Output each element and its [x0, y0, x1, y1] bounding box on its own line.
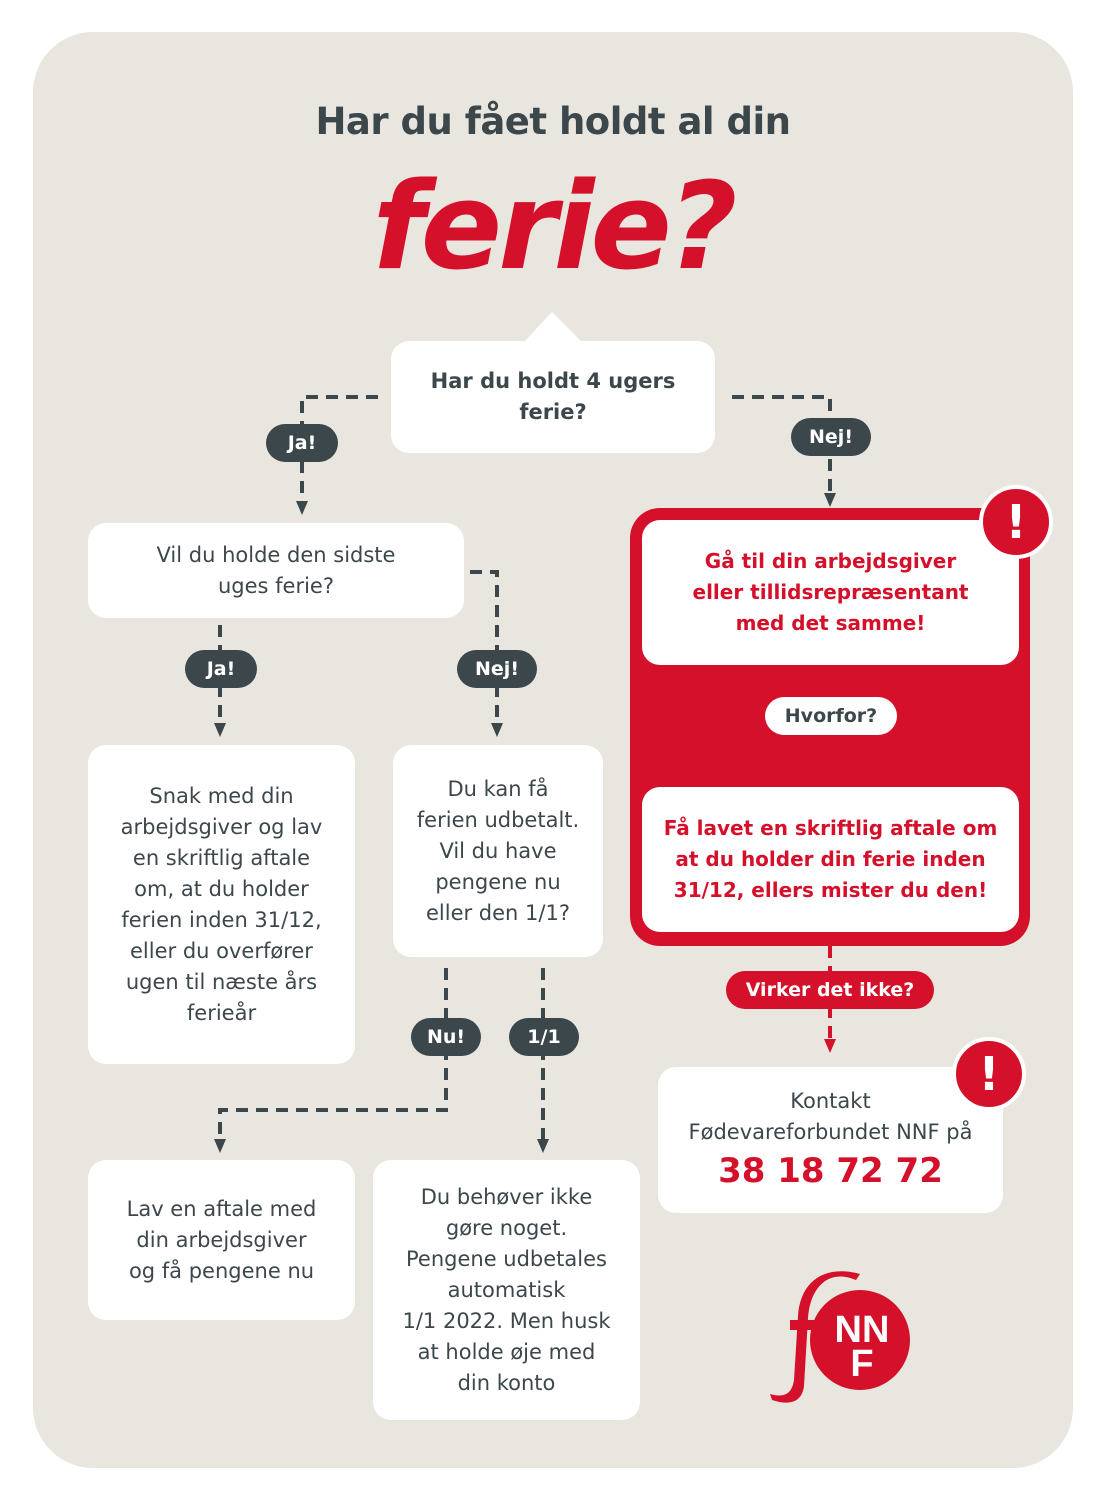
talk-line: ferien inden 31/12,: [121, 907, 322, 932]
logo-letters-2: F: [850, 1343, 874, 1385]
question-four-weeks-line-2: ferie?: [519, 400, 587, 424]
get-money-now-box: [88, 1160, 355, 1320]
nnf-logo: [768, 1268, 918, 1418]
jan-line: automatisk: [447, 1277, 566, 1302]
payout-line: pengene nu: [435, 869, 561, 894]
title-line-2: ferie?: [372, 158, 734, 297]
question-last-week-line-1: Vil du holde den sidste: [156, 542, 396, 567]
why-pill: Hvorfor?: [765, 697, 897, 735]
talk-line: arbejdsgiver og lav: [120, 814, 323, 839]
payout-line: Vil du have: [439, 838, 557, 863]
jan-line: Pengene udbetales: [405, 1246, 607, 1271]
contact-line-2: Fødevareforbundet NNF på: [688, 1120, 973, 1144]
warn2-line: 31/12, ellers mister du den!: [673, 878, 988, 902]
option-now-pill: Nu!: [411, 1018, 481, 1056]
payout-line: eller den 1/1?: [425, 900, 570, 925]
now-line: Lav en aftale med: [126, 1196, 317, 1221]
talk-line: Snak med din: [149, 783, 294, 808]
title-line-1: Har du fået holdt al din: [315, 100, 791, 143]
payout-line: ferien udbetalt.: [416, 807, 580, 832]
q1-bubble-tip: [522, 312, 584, 344]
talk-to-employer-box: [88, 745, 355, 1064]
warning-go-to-employer-box: [642, 520, 1019, 665]
automatic-payout-box: [373, 1160, 640, 1420]
question-last-week: [88, 523, 464, 618]
contact-line-1: Kontakt: [790, 1089, 871, 1113]
talk-line: ugen til næste års: [125, 969, 318, 994]
warn2-line: Få lavet en skriftlig aftale om: [663, 816, 998, 840]
question-four-weeks: [391, 341, 715, 453]
jan-line: at holde øje med: [417, 1339, 596, 1364]
payout-line: Du kan få: [447, 776, 549, 801]
now-line: din arbejdsgiver: [136, 1227, 307, 1252]
warn1-line: Gå til din arbejdsgiver: [704, 549, 957, 573]
jan-line: Du behøver ikke: [420, 1184, 593, 1209]
warn1-line: eller tillidsrepræsentant: [692, 580, 969, 604]
q1-yes-pill: Ja!: [266, 424, 338, 462]
exclamation-icon: !: [979, 485, 1053, 559]
warning-written-agreement-box: [642, 787, 1019, 932]
exclamation-icon: !: [952, 1037, 1026, 1111]
jan-line: gøre noget.: [445, 1215, 568, 1240]
contact-box: [658, 1067, 1003, 1213]
q2-no-pill: Nej!: [457, 650, 537, 688]
q1-no-pill: Nej!: [791, 418, 871, 456]
talk-line: ferieår: [186, 1000, 257, 1025]
talk-line: om, at du holder: [134, 876, 309, 901]
talk-line: en skriftlig aftale: [132, 845, 311, 870]
warn1-line: med det samme!: [735, 611, 926, 635]
warn2-line: at du holder din ferie inden: [675, 847, 986, 871]
question-four-weeks-line-1: Har du holdt 4 ugers: [430, 369, 676, 393]
q2-yes-pill: Ja!: [185, 650, 257, 688]
option-jan-pill: 1/1: [509, 1018, 579, 1056]
now-line: og få pengene nu: [128, 1258, 315, 1283]
talk-line: eller du overfører: [130, 938, 313, 963]
jan-line: 1/1 2022. Men husk: [402, 1308, 611, 1333]
jan-line: din konto: [457, 1370, 556, 1395]
payout-question-box: [393, 745, 603, 957]
question-last-week-line-2: uges ferie?: [217, 573, 334, 598]
contact-phone: 38 18 72 72: [718, 1151, 943, 1191]
logo-letters-1: NN: [834, 1309, 890, 1351]
does-not-work-pill: Virker det ikke?: [726, 971, 934, 1009]
